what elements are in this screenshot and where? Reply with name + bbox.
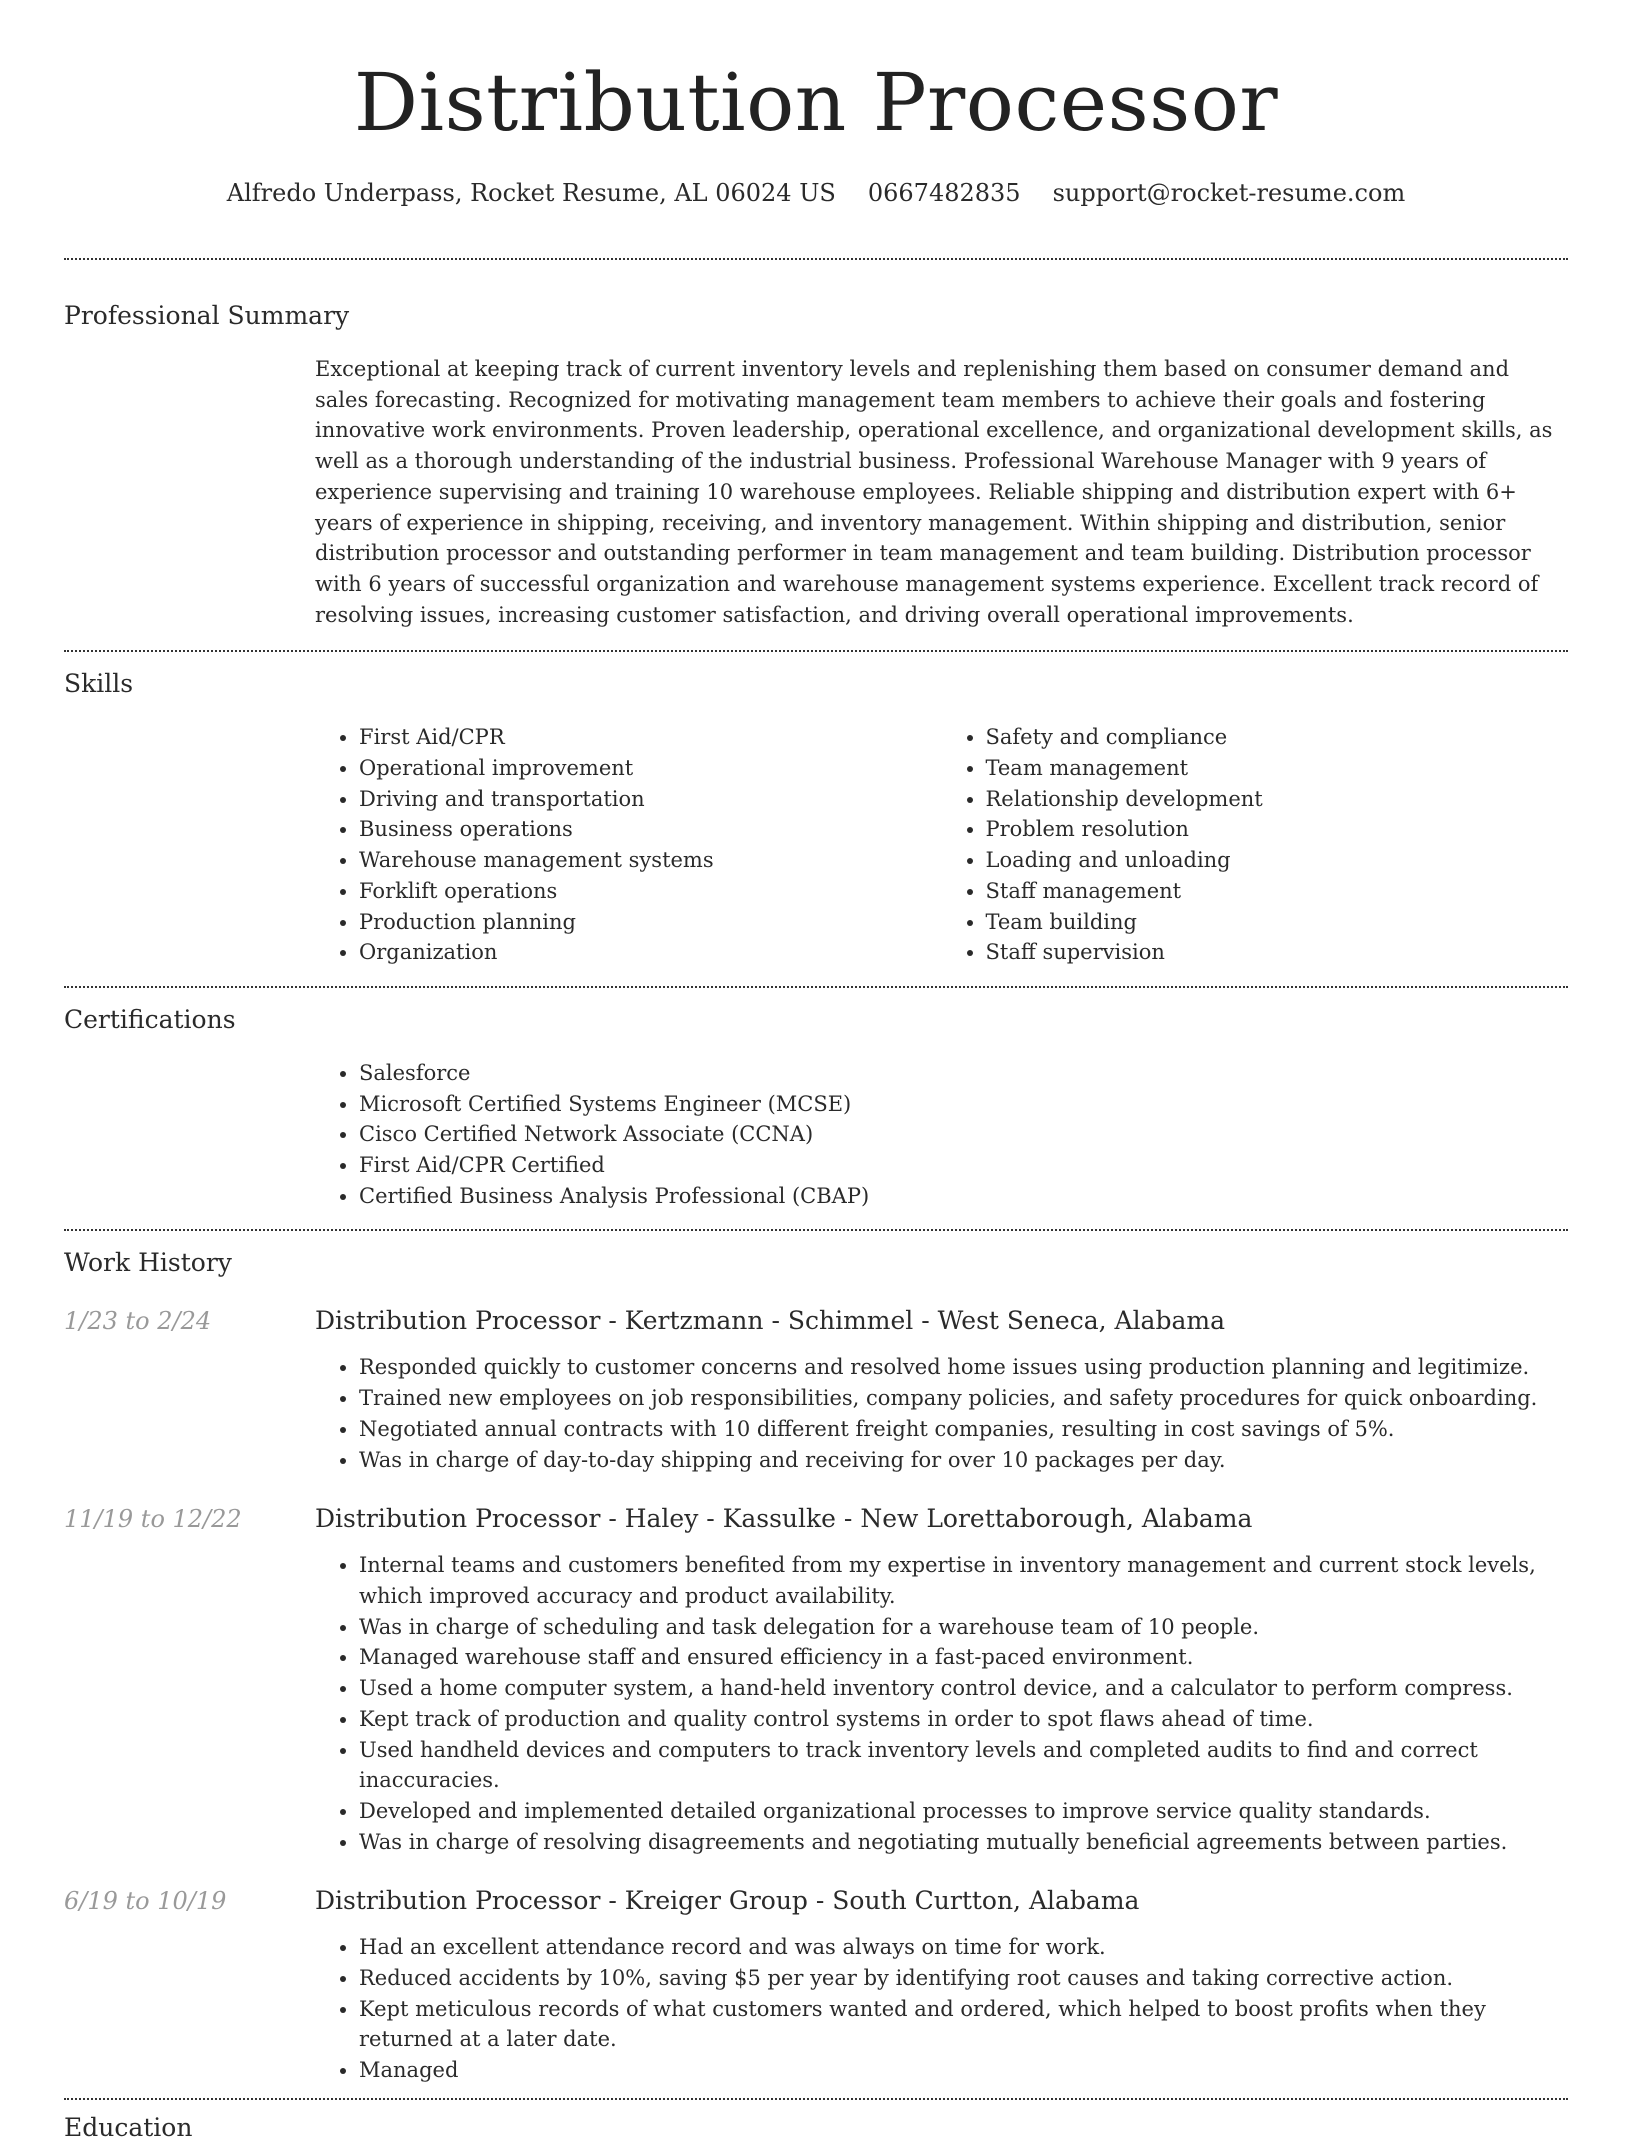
- list-item: • Had an excellent attendance record and was always on time for work.: [359, 1932, 1568, 1963]
- list-item: • Forklift operations: [359, 876, 942, 907]
- job-dates: 11/19 to 12/22: [64, 1505, 242, 1534]
- list-item: • Staff supervision: [986, 937, 1569, 968]
- skills-grid: [315, 722, 1568, 968]
- list-item: • Developed and implemented detailed organizational processes to improve service quality standards.: [359, 1796, 1568, 1827]
- section-title-certifications: Certifications: [64, 1004, 236, 1034]
- list-item: • Managed warehouse staff and ensured efficiency in a fast-paced environment.: [359, 1642, 1568, 1673]
- list-item: • Was in charge of resolving disagreements and negotiating mutually beneficial agreements between parties.: [359, 1827, 1568, 1858]
- list-item: • Driving and transportation: [359, 784, 942, 815]
- job-entry: [64, 1503, 1568, 1857]
- list-item: • Operational improvement: [359, 753, 942, 784]
- list-item: • Was in charge of day-to-day shipping and receiving for over 10 packages per day.: [359, 1445, 1568, 1476]
- contact-address: Alfredo Underpass, Rocket Resume, AL 06024 US: [226, 179, 836, 207]
- list-item: • Used a home computer system, a hand-held inventory control device, and a calculator to perform compress.: [359, 1673, 1568, 1704]
- list-item: • Was in charge of scheduling and task delegation for a warehouse team of 10 people.: [359, 1612, 1568, 1643]
- list-item: • Cisco Certified Network Associate (CCNA): [359, 1119, 1568, 1150]
- resume-name: Distribution Processor: [353, 56, 1279, 149]
- skills-list-left: [315, 722, 942, 968]
- section-title-education: Education: [64, 2112, 193, 2142]
- job-dates: 6/19 to 10/19: [64, 1887, 227, 1916]
- list-item: • Organization: [359, 937, 942, 968]
- list-item: • Team management: [986, 753, 1569, 784]
- section-divider: [64, 986, 1568, 988]
- summary-body: [315, 354, 1568, 630]
- list-item: • Production planning: [359, 907, 942, 938]
- list-item: • First Aid/CPR: [359, 722, 942, 753]
- job-entry: [64, 1885, 1568, 2086]
- list-item: • Managed: [359, 2055, 1568, 2086]
- section-divider: [64, 258, 1568, 260]
- list-item: • Warehouse management systems: [359, 845, 942, 876]
- list-item: • Trained new employees on job responsibilities, company policies, and safety procedures for quick onboarding.: [359, 1383, 1568, 1414]
- list-item: • Kept track of production and quality control systems in order to spot flaws ahead of time.: [359, 1704, 1568, 1735]
- list-item: • Internal teams and customers benefited from my expertise in inventory management and current stock levels, which improved accuracy and product availability.: [359, 1550, 1568, 1611]
- section-divider: [64, 1229, 1568, 1231]
- job-title: Distribution Processor - Kertzmann - Schimmel - West Seneca, Alabama: [315, 1306, 1225, 1336]
- contact-line: [64, 178, 1568, 208]
- section-title-skills: Skills: [64, 669, 134, 699]
- job-bullets: [315, 1932, 1568, 2086]
- job-dates: 1/23 to 2/24: [64, 1307, 212, 1336]
- job-main: [315, 1305, 1568, 1475]
- contact-email: support@rocket-resume.com: [1052, 179, 1406, 207]
- section-divider: [64, 650, 1568, 652]
- skills-list-right: [942, 722, 1569, 968]
- job-bullets: [315, 1352, 1568, 1475]
- job-title: Distribution Processor - Haley - Kassulke - New Lorettaborough, Alabama: [315, 1504, 1253, 1534]
- job-title: Distribution Processor - Kreiger Group - South Curtton, Alabama: [315, 1886, 1140, 1916]
- section-divider: [64, 2098, 1568, 2100]
- list-item: • Salesforce: [359, 1058, 1568, 1089]
- list-item: • Responded quickly to customer concerns and resolved home issues using production planning and legitimize.: [359, 1352, 1568, 1383]
- list-item: • Reduced accidents by 10%, saving $5 per year by identifying root causes and taking corrective action.: [359, 1963, 1568, 1994]
- job-entry: [64, 1305, 1568, 1475]
- certifications-list: [315, 1058, 1568, 1212]
- list-item: • Problem resolution: [986, 814, 1569, 845]
- job-bullets: [315, 1550, 1568, 1857]
- list-item: • Used handheld devices and computers to track inventory levels and completed audits to find and correct inaccuracies.: [359, 1735, 1568, 1796]
- list-item: • Staff management: [986, 876, 1569, 907]
- job-main: [315, 1885, 1568, 2086]
- section-title-summary: Professional Summary: [64, 301, 350, 330]
- certifications-body: [315, 1058, 1568, 1212]
- job-main: [315, 1503, 1568, 1857]
- resume-page: [64, 0, 1568, 2144]
- summary-text: Exceptional at keeping track of current inventory levels and replenishing them based on consumer demand and sales forecasting. Recognized for motivating management team members to achieve their goals and fostering innovative work environments. Proven leadership, operational excellence, and organizational development skills, as well as a thorough understanding of the industrial business. Professional Warehouse Manager with 9 years of experience supervising and training 10 warehouse employees. Reliable shipping and distribution expert with 6+ years of experience in shipping, receiving, and inventory management. Within shipping and distribution, senior distribution processor and outstanding performer in team management and team building. Distribution processor with 6 years of successful organization and warehouse management systems experience. Excellent track record of resolving issues, increasing customer satisfaction, and driving overall operational improvements.: [315, 357, 1553, 627]
- section-title-work-history: Work History: [64, 1248, 232, 1278]
- list-item: • Kept meticulous records of what customers wanted and ordered, which helped to boost profits when they returned at a later date.: [359, 1994, 1568, 2055]
- list-item: • Certified Business Analysis Professional (CBAP): [359, 1181, 1568, 1212]
- list-item: • Relationship development: [986, 784, 1569, 815]
- list-item: • Loading and unloading: [986, 845, 1569, 876]
- contact-phone: 0667482835: [867, 179, 1021, 207]
- list-item: • Business operations: [359, 814, 942, 845]
- list-item: • Microsoft Certified Systems Engineer (MCSE): [359, 1089, 1568, 1120]
- list-item: • First Aid/CPR Certified: [359, 1150, 1568, 1181]
- list-item: • Negotiated annual contracts with 10 different freight companies, resulting in cost savings of 5%.: [359, 1414, 1568, 1445]
- list-item: • Safety and compliance: [986, 722, 1569, 753]
- list-item: • Team building: [986, 907, 1569, 938]
